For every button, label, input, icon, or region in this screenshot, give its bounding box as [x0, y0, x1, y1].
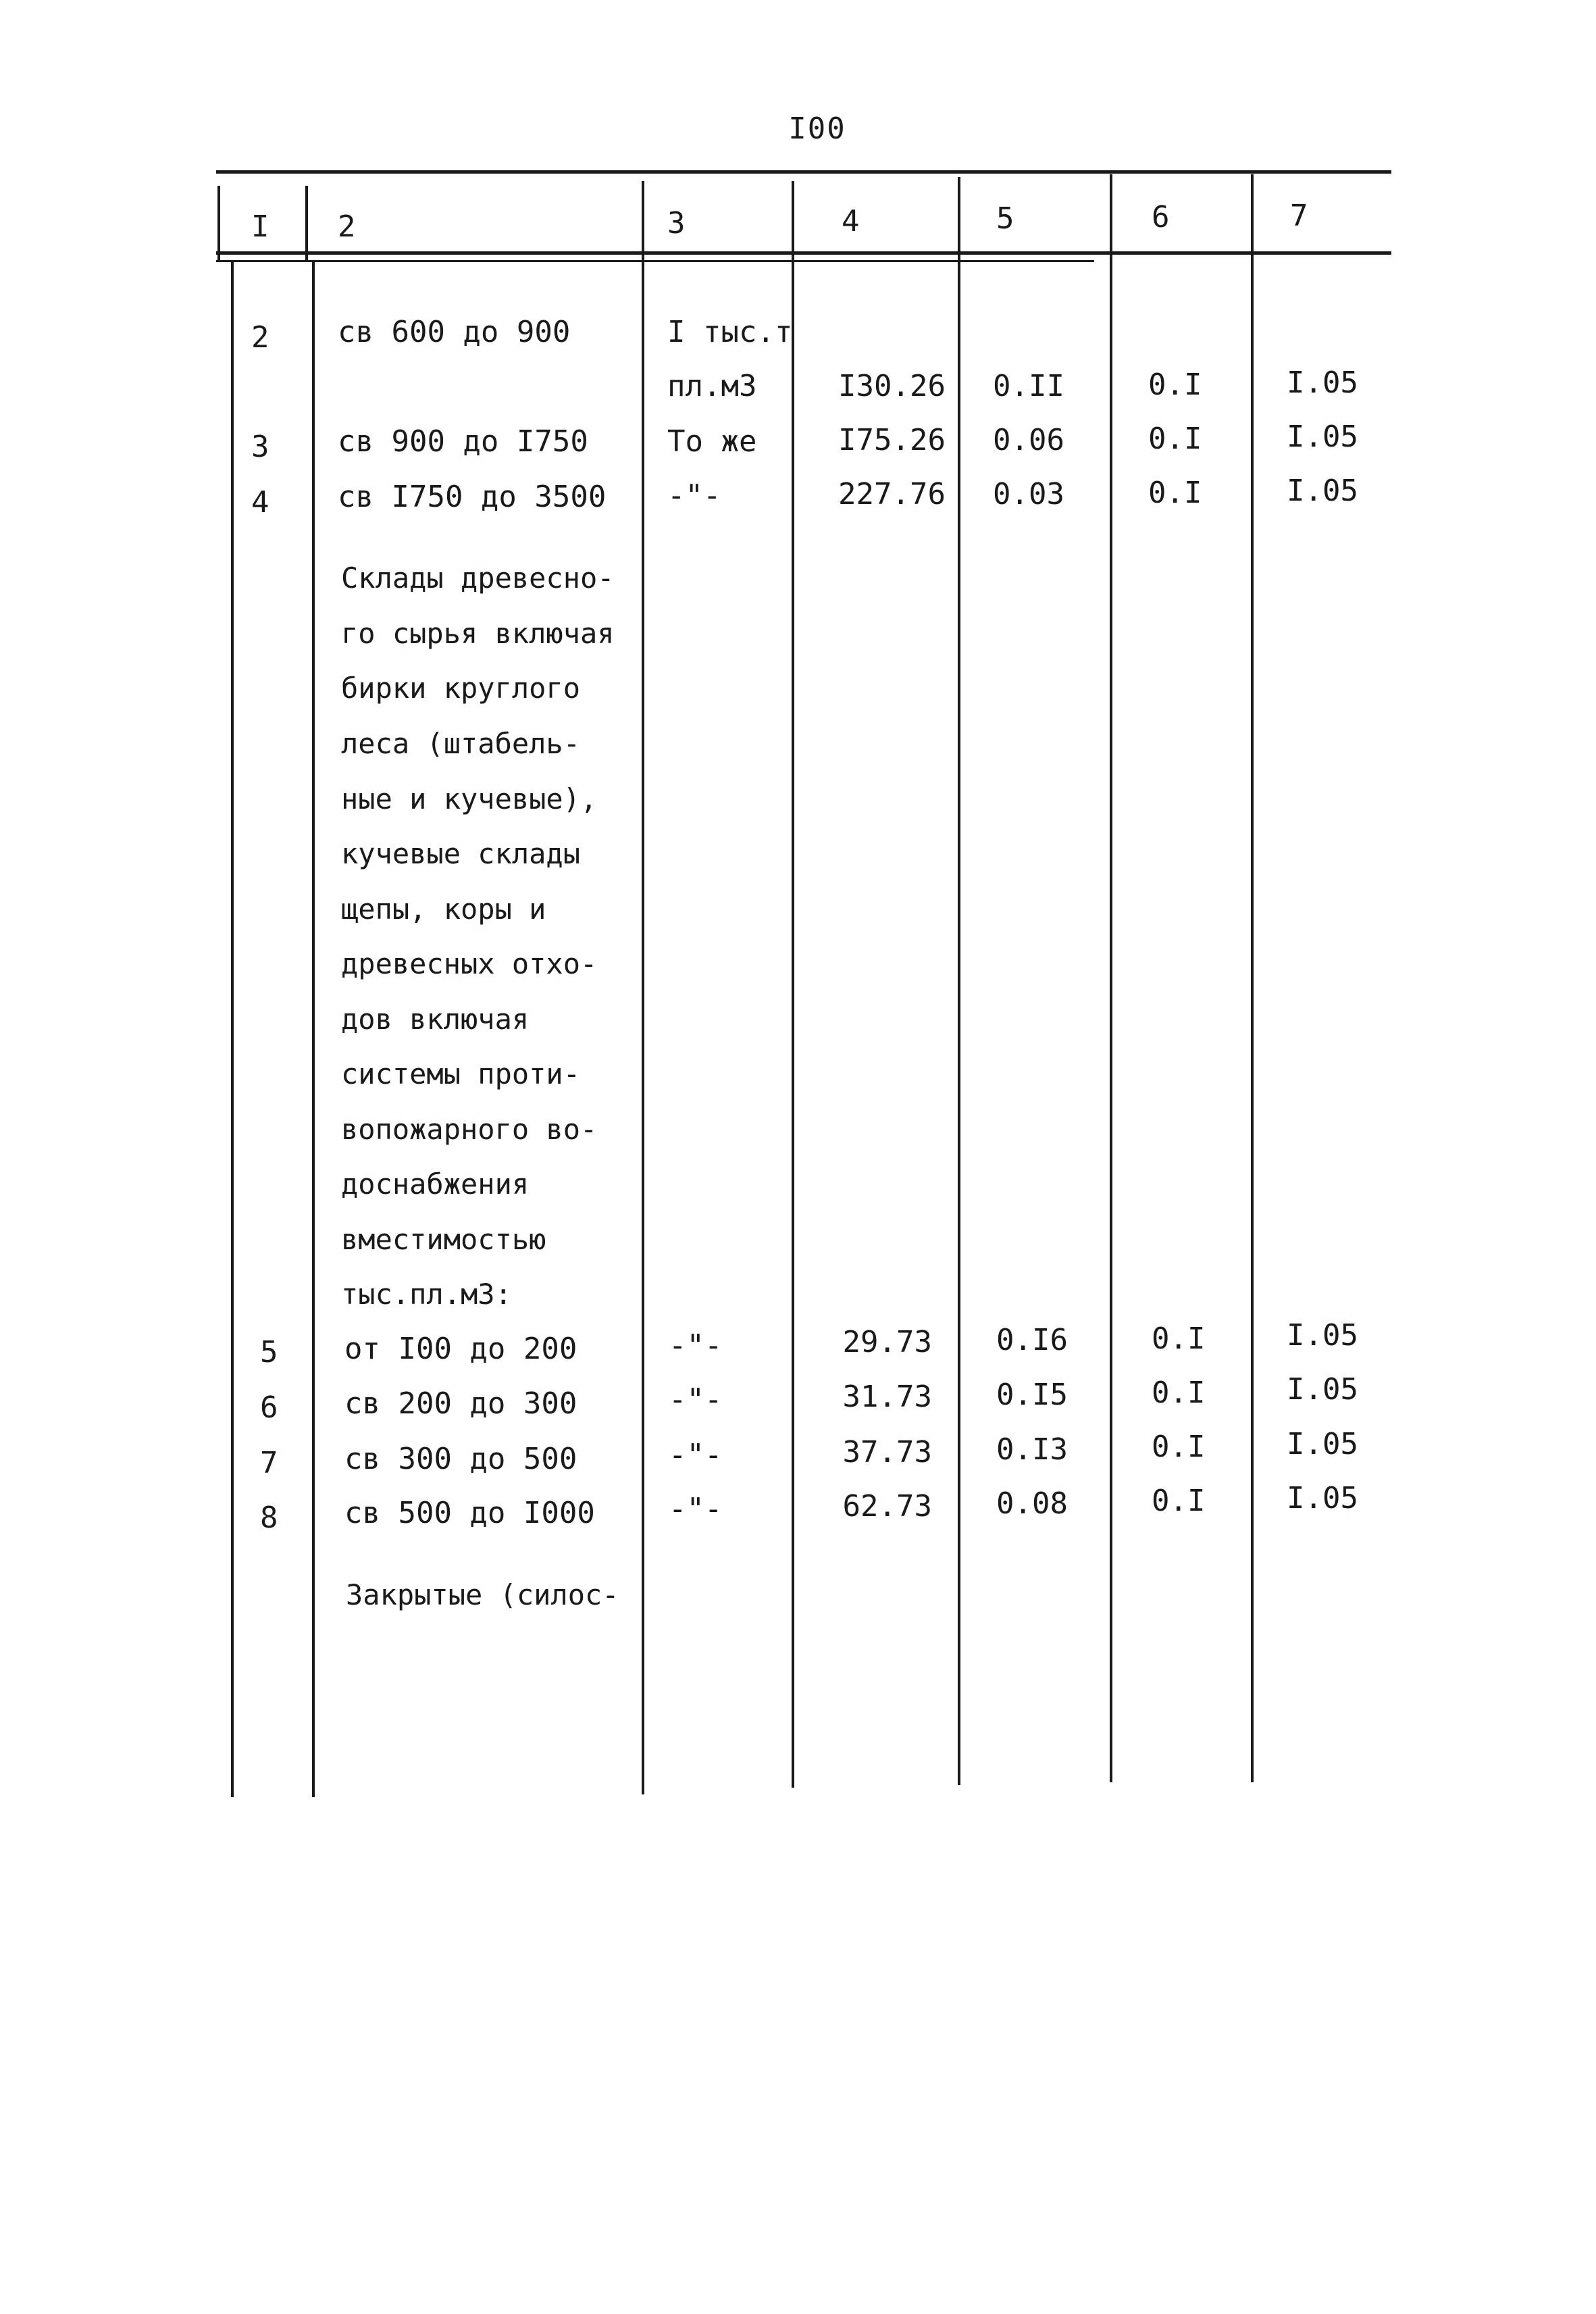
description-line: щепы, коры и	[341, 892, 546, 926]
row-col6: 0.I	[1148, 422, 1202, 456]
row-col5: 0.II	[993, 369, 1064, 403]
row-unit: пл.м3	[667, 369, 757, 403]
row-number: 5	[260, 1335, 278, 1369]
row-col7: I.05	[1287, 1427, 1358, 1461]
row-name: св 600 до 900	[338, 315, 571, 349]
row-name: от I00 до 200	[344, 1332, 577, 1366]
header-bottom-border-2	[216, 260, 1094, 262]
col-divider-4	[958, 177, 960, 1785]
row-col4: 62.73	[842, 1489, 932, 1524]
row-col4: 29.73	[842, 1325, 932, 1359]
description-line: системы проти-	[341, 1057, 581, 1090]
description-line: древесных отхо-	[341, 947, 598, 980]
row-col7: I.05	[1287, 1481, 1358, 1515]
row-col4: 227.76	[838, 477, 946, 511]
trailing-text: Закрытые (силос-	[346, 1578, 619, 1611]
row-col7: I.05	[1287, 474, 1358, 508]
description-line: кучевые склады	[341, 837, 581, 870]
col-divider-2	[642, 181, 644, 1794]
description-line: тыс.пл.м3:	[341, 1278, 512, 1311]
col-divider-5	[1110, 174, 1112, 1782]
row-number: 4	[251, 485, 269, 520]
row-unit: -"-	[669, 1438, 723, 1472]
header-col-3: 3	[667, 206, 686, 241]
row-col6: 0.I	[1152, 1430, 1206, 1464]
header-col-7: 7	[1290, 199, 1308, 233]
header-col-2: 2	[338, 209, 356, 244]
row-col4: I30.26	[838, 369, 946, 403]
row-col5: 0.I6	[996, 1323, 1068, 1357]
col-divider-3	[792, 181, 794, 1788]
description-line: бирки круглого	[341, 672, 581, 705]
row-col4: 37.73	[842, 1435, 932, 1469]
row-unit: -"-	[669, 1328, 723, 1363]
row-col6: 0.I	[1148, 476, 1202, 510]
row-number: 8	[260, 1501, 278, 1535]
header-col-5: 5	[996, 201, 1014, 236]
row-number: 7	[260, 1446, 278, 1480]
row-col7: I.05	[1287, 1372, 1358, 1407]
row-col7: I.05	[1287, 366, 1358, 400]
row-col6: 0.I	[1148, 368, 1202, 402]
row-col6: 0.I	[1152, 1376, 1206, 1410]
row-col4: 31.73	[842, 1380, 932, 1414]
col-divider-0b	[231, 260, 234, 1797]
row-unit: -"-	[669, 1382, 723, 1417]
row-unit: -"-	[669, 1492, 723, 1526]
row-col7: I.05	[1287, 1318, 1358, 1353]
row-name: св 500 до I000	[344, 1496, 595, 1530]
description-line: ные и кучевые),	[341, 782, 598, 815]
row-name: св I750 до 3500	[338, 480, 607, 514]
row-col5: 0.03	[993, 477, 1064, 511]
header-bottom-border	[216, 251, 1391, 255]
header-col-6: 6	[1152, 200, 1170, 234]
row-number: 2	[251, 320, 269, 355]
table-top-border	[216, 170, 1391, 174]
col-divider-6	[1251, 174, 1254, 1782]
description-line: Склады древесно-	[341, 561, 615, 595]
row-col5: 0.08	[996, 1486, 1068, 1521]
description-line: вопожарного во-	[341, 1113, 598, 1146]
description-line: го сырья включая	[341, 617, 615, 650]
row-name: св 300 до 500	[344, 1442, 577, 1476]
header-col-4: 4	[842, 204, 860, 238]
col-divider-0	[217, 186, 220, 260]
row-number: 6	[260, 1390, 278, 1425]
row-col6: 0.I	[1152, 1484, 1206, 1518]
row-unit: -"-	[667, 478, 721, 513]
row-name: св 900 до I750	[338, 424, 588, 459]
row-col4: I75.26	[838, 423, 946, 457]
description-line: леса (штабель-	[341, 727, 581, 760]
row-unit: I тыс.т	[667, 315, 793, 349]
row-number: 3	[251, 430, 269, 464]
row-col5: 0.I3	[996, 1432, 1068, 1467]
col-divider-1b	[312, 260, 315, 1797]
page-number: I00	[788, 111, 846, 146]
row-col7: I.05	[1287, 420, 1358, 454]
row-col5: 0.I5	[996, 1378, 1068, 1412]
col-divider-1	[305, 186, 308, 260]
description-line: вместимостью	[341, 1223, 546, 1256]
row-col6: 0.I	[1152, 1322, 1206, 1356]
row-name: св 200 до 300	[344, 1386, 577, 1421]
row-unit: То же	[667, 424, 757, 459]
description-line: доснабжения	[341, 1167, 530, 1201]
row-col5: 0.06	[993, 423, 1064, 457]
header-col-1: I	[251, 209, 269, 244]
description-line: дов включая	[341, 1003, 530, 1036]
